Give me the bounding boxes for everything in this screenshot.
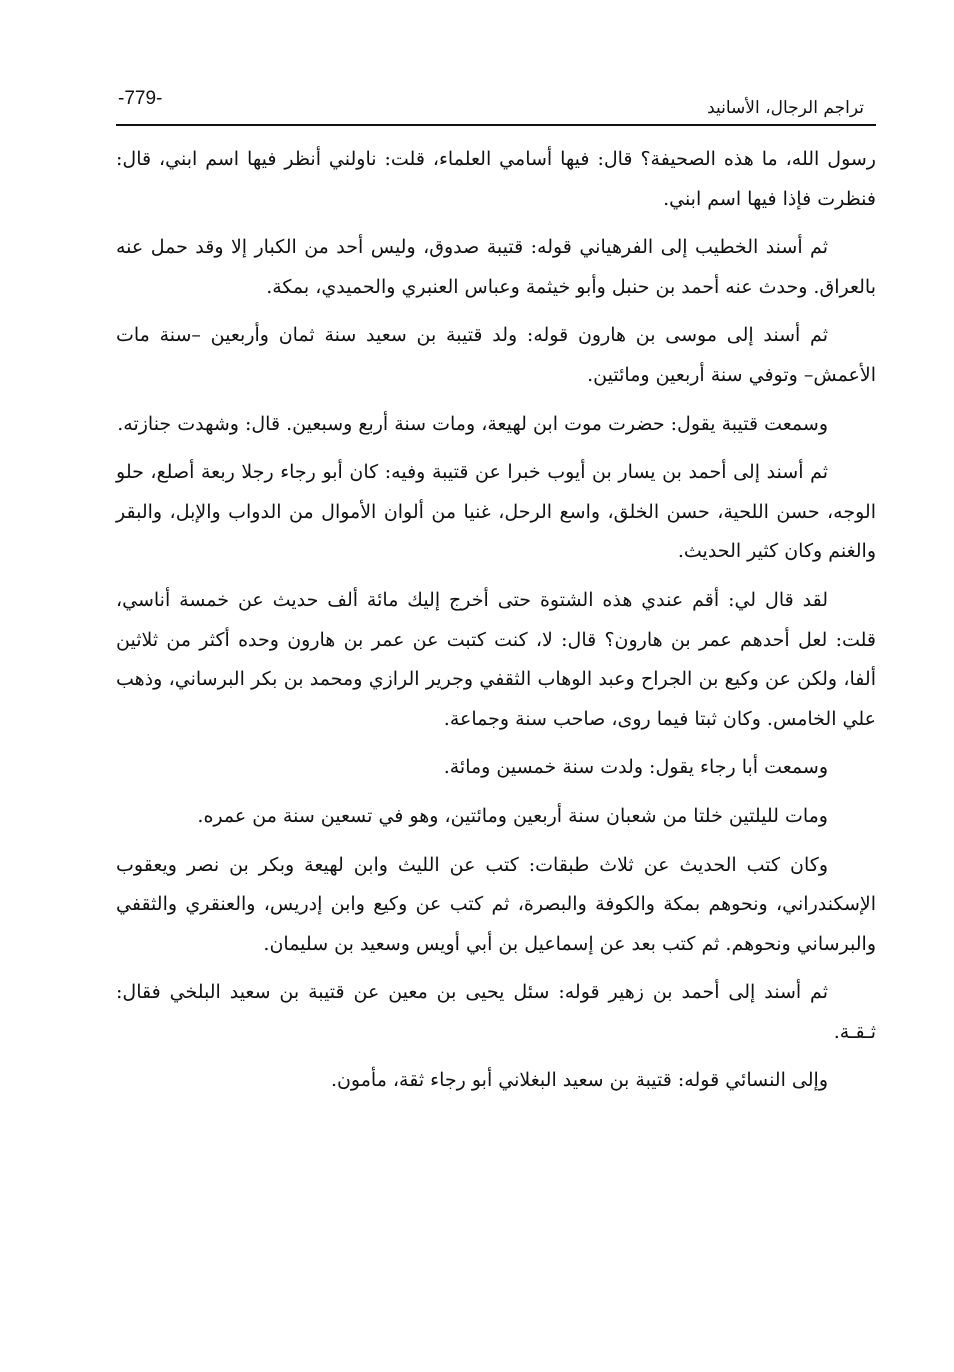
paragraph: ثم أسند إلى أحمد بن زهير قوله: سئل يحيى بن معين عن قتيبة بن سعيد البلخي فقال: ثـقـة. (116, 981, 876, 1043)
paragraph: ثم أسند إلى أحمد بن يسار بن أيوب خبرا عن قتيبة وفيه: كان أبو رجاء رجلا ربعة أصلع، حلو الوجه، حسن اللحية، حسن الخلق، واسع الرحل، غنيا من ألوان الأموال من الدواب والإبل، والبقر والغنم وكان كثير الحديث. (116, 461, 876, 563)
paragraph: ومات لليلتين خلتا من شعبان سنة أربعين ومائتين، وهو في تسعين سنة من عمره. (197, 804, 828, 827)
body-text (116, 140, 876, 1110)
paragraph: وكان كتب الحديث عن ثلاث طبقات: كتب عن الليث وابن لهيعة وبكر بن نصر ويعقوب الإسكندراني، ونحوهم بمكة والكوفة والبصرة، ثم كتب عن وكيع وابن إدريس، والعنقري والثقفي والبرساني ونحوهم. ثم كتب بعد عن إسماعيل بن أبي أويس وسعيد بن سليمان. (116, 853, 876, 955)
page-number: -779- (118, 88, 163, 109)
paragraph: رسول الله، ما هذه الصحيفة؟ قال: فيها أسامي العلماء، قلت: ناولني أنظر فيها اسم ابني، قال: فنظرت فإذا فيها اسم ابني. (116, 148, 876, 210)
paragraph: وسمعت أبا رجاء يقول: ولدت سنة خمسين ومائة. (443, 756, 828, 779)
header-rule (116, 124, 876, 126)
paragraph: ثم أسند الخطيب إلى الفرهياني قوله: قتيبة صدوق، وليس أحد من الكبار إلا وقد حمل عنه بالعراق. وحدث عنه أحمد بن حنبل وأبو خيثمة وعباس العنبري والحميدي، بمكة. (116, 236, 876, 298)
paragraph: وسمعت قتيبة يقول: حضرت موت ابن لهيعة، ومات سنة أربع وسبعين. قال: وشهدت جنازته. (117, 412, 828, 435)
running-header: تراجم الرجال، الأسانيد (707, 98, 864, 118)
paragraph: ثم أسند إلى موسى بن هارون قوله: ولد قتيبة بن سعيد سنة ثمان وأربعين –سنة مات الأعمش– وتوفي سنة أربعين ومائتين. (116, 324, 876, 386)
paragraph: وإلى النسائي قوله: قتيبة بن سعيد البغلاني أبو رجاء ثقة، مأمون. (330, 1069, 828, 1092)
paragraph: لقد قال لي: أقم عندي هذه الشتوة حتى أخرج إليك مائة ألف حديث عن خمسة أناسي، قلت: لعل أحدهم عمر بن هارون؟ قال: لا، كنت كتبت عن عمر بن هارون وحده أكثر من ثلاثين ألفا، ولكن عن وكيع بن الجراح وعبد الوهاب الثقفي وجرير الرازي ومحمد بن بكر البرساني، وذهب علي الخامس. وكان ثبتا فيما روى، صاحب سنة وجماعة. (116, 588, 876, 730)
